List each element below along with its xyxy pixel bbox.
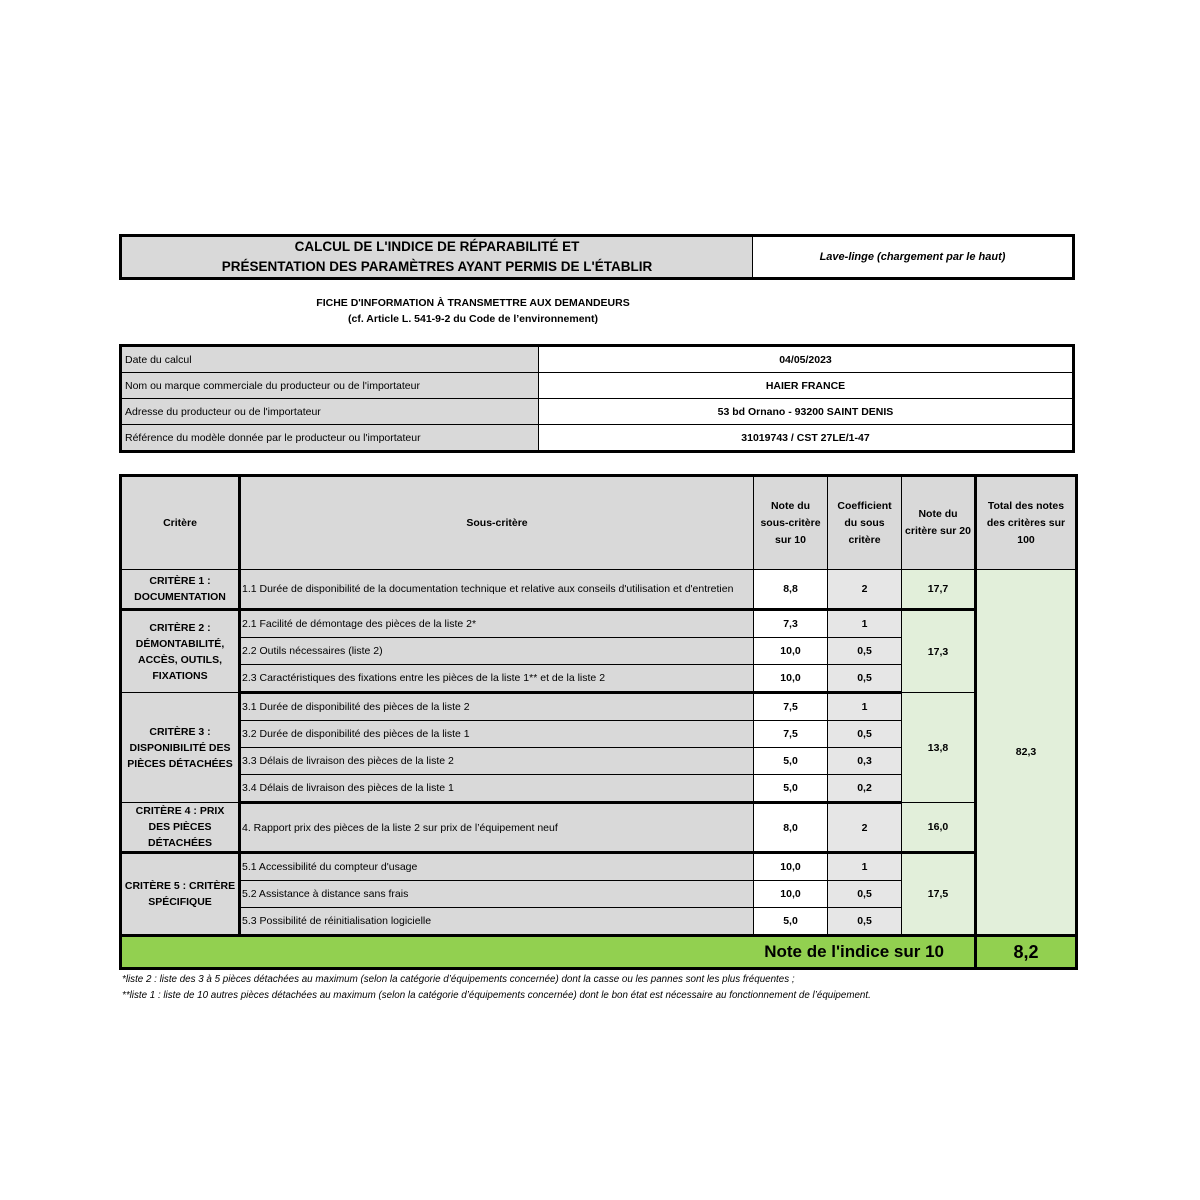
score-table	[119, 474, 1078, 970]
sub-criterion-note: 5,0	[754, 748, 828, 775]
info-value: 31019743 / CST 27LE/1-47	[539, 425, 1074, 452]
criterion-name: CRITÈRE 3 : DISPONIBILITÉ DES PIÈCES DÉTACHÉES	[121, 693, 240, 803]
sub-criterion-note: 7,5	[754, 721, 828, 748]
info-value: 53 bd Ornano - 93200 SAINT DENIS	[539, 399, 1074, 425]
criterion-name: CRITÈRE 2 : DÉMONTABILITÉ, ACCÈS, OUTILS, FIXATIONS	[121, 610, 240, 693]
criterion-name: CRITÈRE 4 : PRIX DES PIÈCES DÉTACHÉES	[121, 803, 240, 853]
info-value: HAIER FRANCE	[539, 373, 1074, 399]
footnote-liste-2: *liste 2 : liste des 3 à 5 pièces détachées au maximum (selon la catégorie d’équipements concernée) dont la casse ou les pannes sont les plus fréquentes ;	[122, 974, 795, 985]
info-label: Adresse du producteur ou de l'importateur	[121, 399, 539, 425]
sub-criterion-label: 3.3 Délais de livraison des pièces de la liste 2	[240, 748, 754, 775]
sub-criterion-note: 8,8	[754, 570, 828, 610]
sub-criterion-coefficient: 2	[828, 803, 902, 853]
info-table	[119, 344, 1075, 453]
sub-criterion-note: 7,3	[754, 610, 828, 638]
sub-criterion-label: 4. Rapport prix des pièces de la liste 2 sur prix de l’équipement neuf	[240, 803, 754, 853]
header-sous-critere: Sous-critère	[240, 476, 754, 570]
subheader-line-2: (cf. Article L. 541-9-2 du Code de l’environnement)	[348, 313, 598, 325]
sub-criterion-label: 5.1 Accessibilité du compteur d'usage	[240, 853, 754, 881]
table-row	[121, 853, 1077, 881]
criterion-name: CRITÈRE 1 : DOCUMENTATION	[121, 570, 240, 610]
criterion-score: 16,0	[902, 803, 976, 853]
sub-criterion-coefficient: 1	[828, 610, 902, 638]
sub-criterion-note: 7,5	[754, 693, 828, 721]
header-total: Total des notes des critères sur 100	[976, 476, 1077, 570]
table-row	[121, 610, 1077, 638]
subheader-line-1: FICHE D'INFORMATION À TRANSMETTRE AUX DEMANDEURS	[316, 297, 630, 309]
sub-criterion-label: 3.2 Durée de disponibilité des pièces de la liste 1	[240, 721, 754, 748]
table-row	[121, 803, 1077, 853]
sub-criterion-note: 10,0	[754, 665, 828, 693]
sub-criterion-coefficient: 0,5	[828, 638, 902, 665]
sub-criterion-note: 8,0	[754, 803, 828, 853]
sub-criterion-label: 3.1 Durée de disponibilité des pièces de la liste 2	[240, 693, 754, 721]
title-line-1: CALCUL DE L'INDICE DE RÉPARABILITÉ ET	[294, 239, 580, 254]
info-label: Nom ou marque commerciale du producteur ou de l'importateur	[121, 373, 539, 399]
sub-criterion-note: 10,0	[754, 881, 828, 908]
sub-criterion-coefficient: 0,3	[828, 748, 902, 775]
criterion-score: 13,8	[902, 693, 976, 803]
info-label: Date du calcul	[121, 346, 539, 373]
sub-criterion-label: 2.2 Outils nécessaires (liste 2)	[240, 638, 754, 665]
info-row	[121, 425, 1074, 452]
sub-criterion-note: 10,0	[754, 638, 828, 665]
info-row	[121, 346, 1074, 373]
sub-criterion-label: 2.1 Facilité de démontage des pièces de la liste 2*	[240, 610, 754, 638]
criterion-score: 17,3	[902, 610, 976, 693]
criterion-score: 17,5	[902, 853, 976, 936]
criterion-name: CRITÈRE 5 : CRITÈRE SPÉCIFIQUE	[121, 853, 240, 936]
footnote-liste-1: **liste 1 : liste de 10 autres pièces détachées au maximum (selon la catégorie d’équipements concernée) dont le bon état est nécessaire au fonctionnement de l’équipement.	[122, 990, 871, 1001]
sub-criterion-coefficient: 0,5	[828, 908, 902, 936]
index-row	[121, 936, 1077, 969]
sub-criterion-note: 5,0	[754, 775, 828, 803]
index-label: Note de l'indice sur 10	[121, 936, 976, 969]
sub-criterion-label: 5.3 Possibilité de réinitialisation logicielle	[240, 908, 754, 936]
sub-criterion-note: 10,0	[754, 853, 828, 881]
header-note-sous-critere: Note du sous-critère sur 10	[754, 476, 828, 570]
header-note-critere: Note du critère sur 20	[902, 476, 976, 570]
subheader	[119, 295, 827, 327]
total-score: 82,3	[976, 570, 1077, 936]
sub-criterion-note: 5,0	[754, 908, 828, 936]
sub-criterion-coefficient: 1	[828, 693, 902, 721]
index-value: 8,2	[976, 936, 1077, 969]
info-row	[121, 373, 1074, 399]
document-title	[119, 234, 753, 280]
info-row	[121, 399, 1074, 425]
sub-criterion-label: 1.1 Durée de disponibilité de la documentation technique et relative aux conseils d'utilisation et d'entretien	[240, 570, 754, 610]
table-header-row	[121, 476, 1077, 570]
info-value: 04/05/2023	[539, 346, 1074, 373]
sub-criterion-label: 2.3 Caractéristiques des fixations entre les pièces de la liste 1** et de la liste 2	[240, 665, 754, 693]
table-row	[121, 693, 1077, 721]
info-label: Référence du modèle donnée par le producteur ou l'importateur	[121, 425, 539, 452]
sub-criterion-coefficient: 0,5	[828, 881, 902, 908]
table-row	[121, 570, 1077, 610]
product-type: Lave-linge (chargement par le haut)	[752, 234, 1075, 280]
sub-criterion-label: 3.4 Délais de livraison des pièces de la liste 1	[240, 775, 754, 803]
sub-criterion-coefficient: 0,2	[828, 775, 902, 803]
sub-criterion-coefficient: 0,5	[828, 665, 902, 693]
title-line-2: PRÉSENTATION DES PARAMÈTRES AYANT PERMIS DE L'ÉTABLIR	[221, 259, 653, 274]
sub-criterion-label: 5.2 Assistance à distance sans frais	[240, 881, 754, 908]
footnotes	[122, 972, 1082, 1004]
header-coefficient: Coefficient du sous critère	[828, 476, 902, 570]
sub-criterion-coefficient: 2	[828, 570, 902, 610]
sub-criterion-coefficient: 0,5	[828, 721, 902, 748]
header-critere: Critère	[121, 476, 240, 570]
sub-criterion-coefficient: 1	[828, 853, 902, 881]
criterion-score: 17,7	[902, 570, 976, 610]
